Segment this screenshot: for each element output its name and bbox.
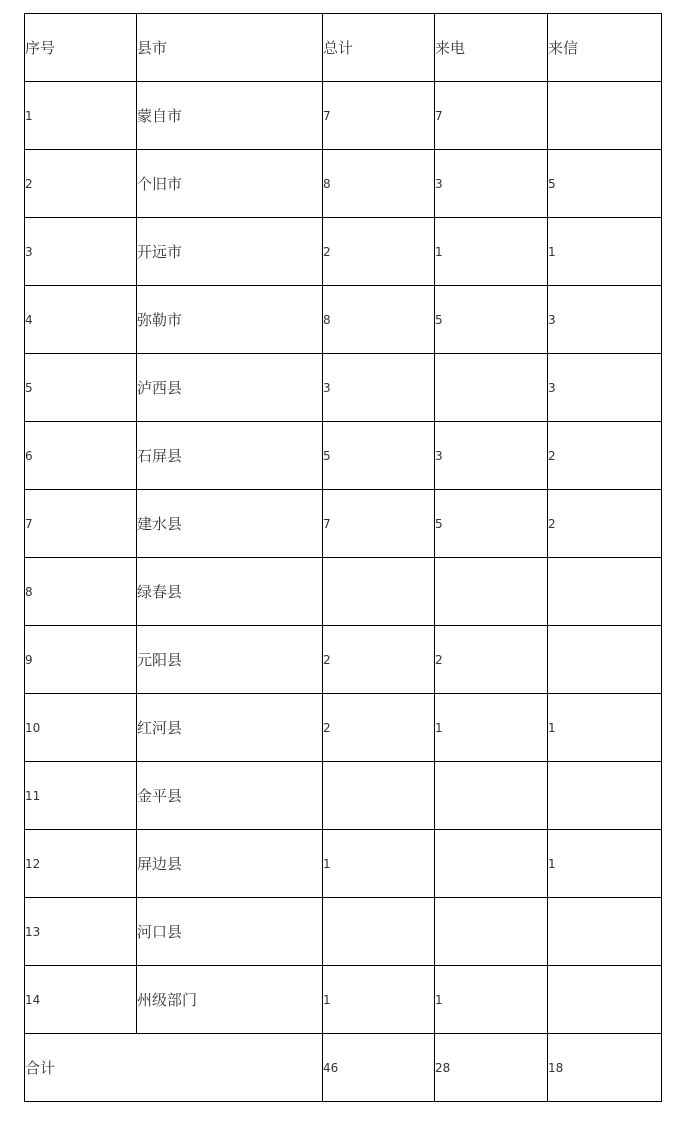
total-count-cell: 7: [323, 82, 435, 150]
county-name-cell: 石屏县: [137, 422, 323, 490]
letter-count-cell: 2: [548, 490, 662, 558]
county-name-cell: 金平县: [137, 762, 323, 830]
call-count-cell: 5: [435, 286, 548, 354]
total-count-cell: 8: [323, 286, 435, 354]
total-count-cell: [323, 558, 435, 626]
county-name-cell: 州级部门: [137, 966, 323, 1034]
row-index-cell: 4: [25, 286, 137, 354]
call-count-cell: [435, 558, 548, 626]
total-count-cell: [323, 898, 435, 966]
call-count-cell: 7: [435, 82, 548, 150]
letter-count-cell: 3: [548, 286, 662, 354]
row-index-cell: 3: [25, 218, 137, 286]
county-name-cell: 个旧市: [137, 150, 323, 218]
table-row: [25, 218, 662, 286]
letter-count-cell: [548, 898, 662, 966]
row-index-cell: 14: [25, 966, 137, 1034]
row-index-cell: 12: [25, 830, 137, 898]
table-row: [25, 694, 662, 762]
header-row: [25, 14, 662, 82]
total-count-cell: 8: [323, 150, 435, 218]
table-row: [25, 286, 662, 354]
total-count-cell: 2: [323, 626, 435, 694]
total-letters-cell: 18: [548, 1034, 662, 1102]
table-row: [25, 626, 662, 694]
call-count-cell: 3: [435, 422, 548, 490]
table-row: [25, 830, 662, 898]
grand-total-cell: 46: [323, 1034, 435, 1102]
call-count-cell: 1: [435, 966, 548, 1034]
total-count-cell: 5: [323, 422, 435, 490]
letter-count-cell: 2: [548, 422, 662, 490]
total-count-cell: 1: [323, 966, 435, 1034]
letter-count-cell: 1: [548, 830, 662, 898]
letter-count-cell: 3: [548, 354, 662, 422]
row-index-cell: 5: [25, 354, 137, 422]
call-count-cell: [435, 762, 548, 830]
header-letters: 来信: [548, 14, 662, 82]
total-count-cell: 2: [323, 218, 435, 286]
call-count-cell: 1: [435, 694, 548, 762]
row-index-cell: 11: [25, 762, 137, 830]
call-count-cell: [435, 898, 548, 966]
letter-count-cell: 5: [548, 150, 662, 218]
table-row: [25, 82, 662, 150]
county-name-cell: 建水县: [137, 490, 323, 558]
table-row: [25, 150, 662, 218]
letter-count-cell: 1: [548, 694, 662, 762]
total-row: [25, 1034, 662, 1102]
total-count-cell: 7: [323, 490, 435, 558]
letter-count-cell: [548, 558, 662, 626]
county-name-cell: 元阳县: [137, 626, 323, 694]
table-row: [25, 422, 662, 490]
header-county: 县市: [137, 14, 323, 82]
row-index-cell: 7: [25, 490, 137, 558]
table-row: [25, 558, 662, 626]
letter-count-cell: [548, 762, 662, 830]
letter-count-cell: [548, 626, 662, 694]
table-row: [25, 966, 662, 1034]
county-name-cell: 开远市: [137, 218, 323, 286]
table-row: [25, 490, 662, 558]
letter-count-cell: [548, 966, 662, 1034]
county-name-cell: 红河县: [137, 694, 323, 762]
row-index-cell: 13: [25, 898, 137, 966]
call-count-cell: 3: [435, 150, 548, 218]
county-name-cell: 弥勒市: [137, 286, 323, 354]
call-count-cell: [435, 354, 548, 422]
header-index: 序号: [25, 14, 137, 82]
row-index-cell: 10: [25, 694, 137, 762]
county-name-cell: 蒙自市: [137, 82, 323, 150]
statistics-table: [24, 13, 662, 1102]
total-count-cell: 1: [323, 830, 435, 898]
table-row: [25, 898, 662, 966]
county-name-cell: 绿春县: [137, 558, 323, 626]
total-count-cell: 3: [323, 354, 435, 422]
table-row: [25, 762, 662, 830]
row-index-cell: 6: [25, 422, 137, 490]
call-count-cell: 2: [435, 626, 548, 694]
letter-count-cell: [548, 82, 662, 150]
header-total: 总计: [323, 14, 435, 82]
table-row: [25, 354, 662, 422]
row-index-cell: 2: [25, 150, 137, 218]
total-calls-cell: 28: [435, 1034, 548, 1102]
total-count-cell: 2: [323, 694, 435, 762]
letter-count-cell: 1: [548, 218, 662, 286]
call-count-cell: 1: [435, 218, 548, 286]
total-label: 合计: [25, 1034, 323, 1102]
row-index-cell: 8: [25, 558, 137, 626]
header-calls: 来电: [435, 14, 548, 82]
call-count-cell: [435, 830, 548, 898]
row-index-cell: 1: [25, 82, 137, 150]
county-name-cell: 河口县: [137, 898, 323, 966]
call-count-cell: 5: [435, 490, 548, 558]
county-name-cell: 泸西县: [137, 354, 323, 422]
county-name-cell: 屏边县: [137, 830, 323, 898]
total-count-cell: [323, 762, 435, 830]
row-index-cell: 9: [25, 626, 137, 694]
